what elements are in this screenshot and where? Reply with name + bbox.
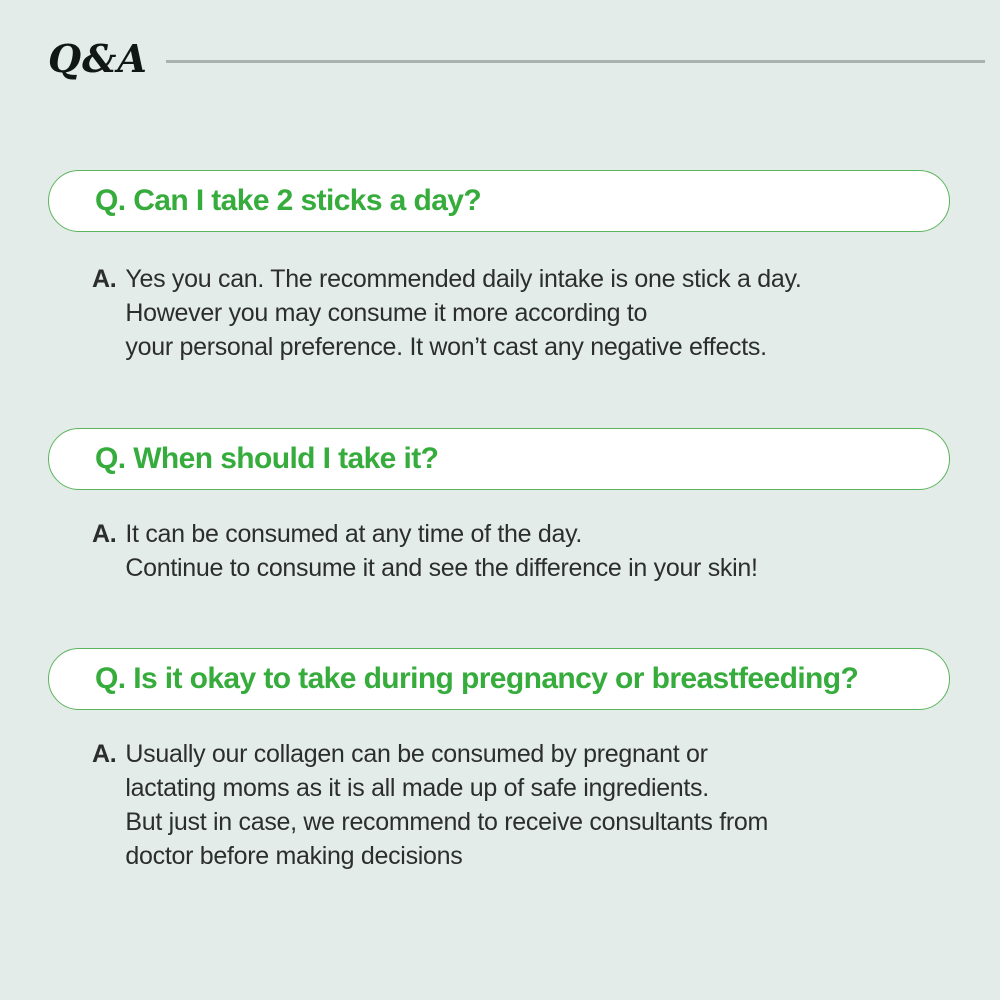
header — [48, 36, 985, 81]
answer-line: Usually our collagen can be consumed by pregnant or — [125, 740, 708, 768]
question-text-1: Q. Can I take 2 sticks a day? — [95, 184, 482, 217]
answer-label-1: A. — [92, 265, 117, 293]
answer-lines-3 — [125, 737, 768, 873]
answer-1 — [92, 262, 801, 364]
question-pill-3 — [48, 648, 950, 710]
answer-lines-2 — [125, 517, 757, 585]
answer-label-2: A. — [92, 520, 117, 548]
page-title: Q&A — [48, 36, 148, 81]
answer-line: It can be consumed at any time of the day. — [125, 520, 583, 548]
answer-line: lactating moms as it is all made up of safe ingredients. — [125, 774, 709, 802]
answer-line: But just in case, we recommend to receive consultants from — [125, 808, 769, 836]
answer-line: your personal preference. It won’t cast any negative effects. — [125, 333, 767, 361]
answer-label-3: A. — [92, 740, 117, 768]
answer-line: Continue to consume it and see the difference in your skin! — [125, 554, 758, 582]
question-text-2: Q. When should I take it? — [95, 442, 439, 475]
answer-line: However you may consume it more according to — [125, 299, 648, 327]
answer-3 — [92, 737, 768, 873]
question-pill-2 — [48, 428, 950, 490]
header-rule — [166, 60, 985, 63]
answer-line: Yes you can. The recommended daily intake is one stick a day. — [125, 265, 802, 293]
answer-line: doctor before making decisions — [125, 842, 463, 870]
question-pill-1 — [48, 170, 950, 232]
answer-lines-1 — [125, 262, 801, 364]
question-text-3: Q. Is it okay to take during pregnancy or breastfeeding? — [95, 662, 859, 695]
answer-2 — [92, 517, 758, 585]
